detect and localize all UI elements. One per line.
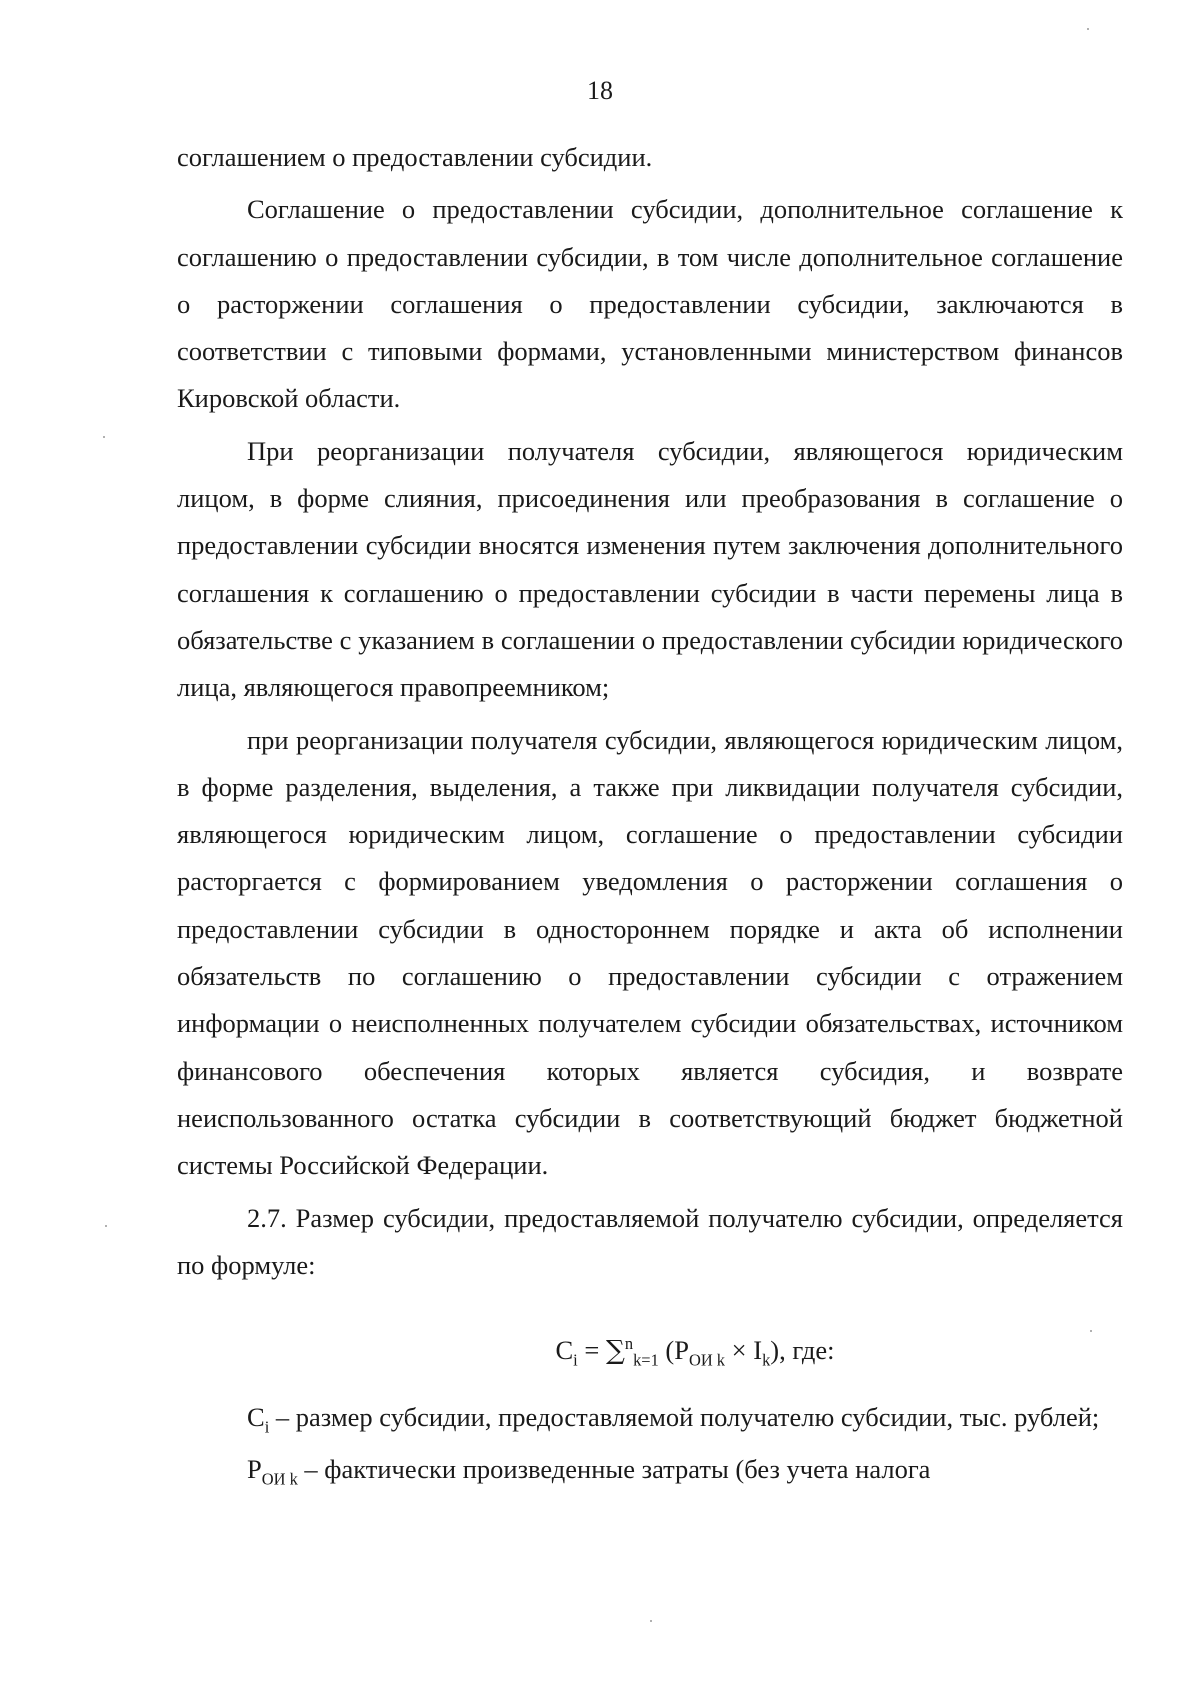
scan-speck [1087, 28, 1089, 30]
formula-lhs: C [555, 1335, 574, 1366]
paragraph-reorganization-division: при реорганизации получателя субсидии, являющегося юридическим лицом, в форме разделения, выделения, а также при ликвидации получателя субсидии, являющегося юридическим лицом, соглашение о предоставлении субсидии расторгается с формированием уведомления о расторжении соглашения о предоставлении субсидии в одностороннем порядке и акта об исполнении обязательств по соглашению о предоставлении субсидии с отражением информации о неисполненных получателем субсидии обязательствах, источником финансового обеспечения которых является субсидия, и возврате неиспользованного остатка субсидии в соответствующий бюджет бюджетной системы Российской Федерации. [177, 724, 1123, 1181]
definition-poik-symbol: $P_{ОИ k}$ [247, 1454, 298, 1489]
definition-ci [177, 1394, 1123, 1441]
formula-i-subscript: k [762, 1350, 771, 1370]
scan-speck [105, 1225, 107, 1227]
paragraph-reorganization-merger: При реорганизации получателя субсидии, являющегося юридическим лицом, в форме слияния, присоединения или преобразования в соглашение о предоставлении субсидии вносятся изменения путем заключения дополнительного соглашения к соглашению о предоставлении субсидии в части перемены лица в обязательстве с указанием в соглашении о предоставлении субсидии юридического лица, являющегося правопреемником; [177, 435, 1123, 703]
formula-p-subscript: ОИ k [688, 1350, 726, 1370]
document-body [177, 134, 1123, 1499]
paragraph-agreement-forms: Соглашение о предоставлении субсидии, дополнительное соглашение к соглашению о предоставлении субсидии, в том числе дополнительное соглашение о расторжении соглашения о предоставлении субсидии, заключаются в соответствии с типовыми формами, установленными министерством финансов Кировской области. [177, 194, 1123, 414]
definition-ci-symbol: $C_i$ [247, 1402, 270, 1437]
formula-close: ), где: [770, 1335, 835, 1366]
definition-ci-text: – размер субсидии, предоставляемой получателю субсидии, тыс. рублей; [269, 1402, 1100, 1433]
formula-sum-sign: ∑ [605, 1335, 625, 1367]
formula-times: × I [725, 1335, 763, 1366]
definition-poik-text: – фактически произведенные затраты (без учета налога [297, 1454, 931, 1485]
paragraph-subsidy-amount: 2.7. Размер субсидии, предоставляемой получателю субсидии, определяется по формуле: [177, 1202, 1123, 1280]
scan-speck [650, 1620, 652, 1622]
scan-speck [1090, 1330, 1092, 1332]
formula-open: (P [658, 1335, 689, 1366]
paragraph-continuation: соглашением о предоставлении субсидии. [177, 142, 653, 172]
scan-speck [103, 436, 105, 438]
formula-lhs-subscript: i [573, 1350, 578, 1370]
page-number: 18 [587, 76, 613, 105]
formula-equals: = [577, 1335, 606, 1366]
definition-poik [177, 1446, 1123, 1493]
formula-sum-lower: k=1 [633, 1350, 659, 1370]
subsidy-formula [177, 1327, 1123, 1374]
formula-sum-upper: n [624, 1334, 634, 1354]
